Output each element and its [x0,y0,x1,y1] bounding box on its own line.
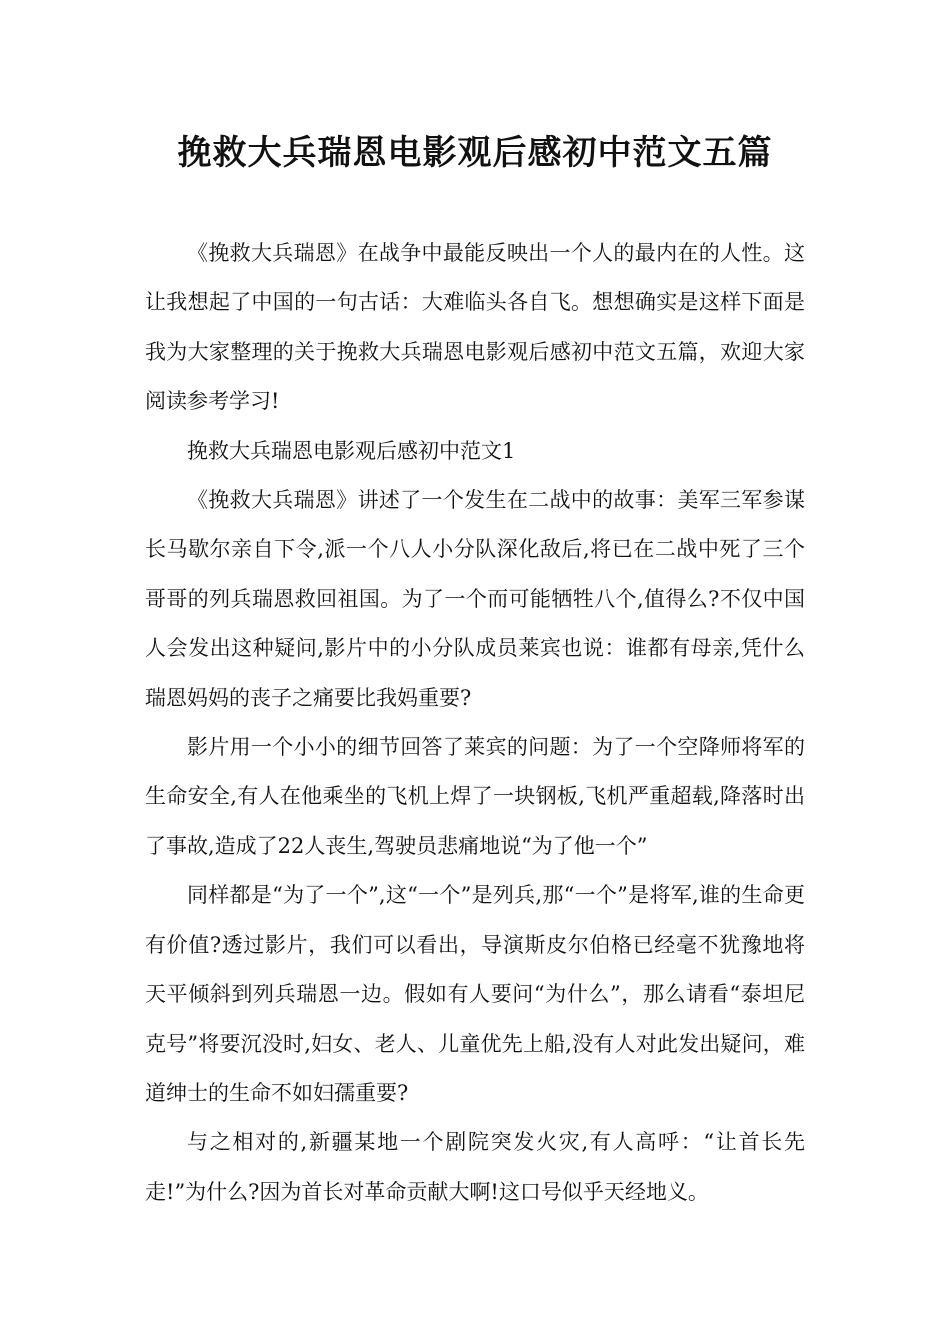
paragraph-comparison: 同样都是“为了一个”,这“一个”是列兵,那“一个”是将军,谁的生命更有价值?透过影片，我们可以看出，导演斯皮尔伯格已经毫不犹豫地将天平倾斜到列兵瑞恩一边。假如有人要问“为什么”，那么请看“泰坦尼克号”将要沉没时,妇女、老人、儿童优先上船,没有人对此发出疑问，难道绅士的生命不如妇孺重要? [145,883,805,1105]
paragraph-story: 《挽救大兵瑞恩》讲述了一个发生在二战中的故事：美军三军参谋长马歇尔亲自下令,派一个八人小分队深化敌后,将已在二战中死了三个哥哥的列兵瑞恩救回祖国。为了一个而可能牺牲八个,值得么?不仅中国人会发出这种疑问,影片中的小分队成员莱宾也说：谁都有母亲,凭什么瑞恩妈妈的丧子之痛要比我妈重要? [145,488,805,710]
document-body [145,229,805,1217]
paragraph-intro: 《挽救大兵瑞恩》在战争中最能反映出一个人的最内在的人性。这让我想起了中国的一句古话：大难临头各自飞。想想确实是这样下面是我为大家整理的关于挽救大兵瑞恩电影观后感初中范文五篇，欢迎大家阅读参考学习! [145,241,805,414]
paragraph-detail: 影片用一个小小的细节回答了莱宾的问题：为了一个空降师将军的生命安全,有人在他乘坐的飞机上焊了一块钢板,飞机严重超载,降落时出了事故,造成了22人丧生,驾驶员悲痛地说“为了他一个” [145,735,805,858]
paragraph-contrast: 与之相对的,新疆某地一个剧院突发火灾,有人高呼：“让首长先走!”为什么?因为首长对革命贡献大啊!这口号似乎天经地义。 [145,1130,805,1204]
document-title: 挽救大兵瑞恩电影观后感初中范文五篇 [177,133,773,173]
section-heading-1: 挽救大兵瑞恩电影观后感初中范文1 [187,438,516,463]
